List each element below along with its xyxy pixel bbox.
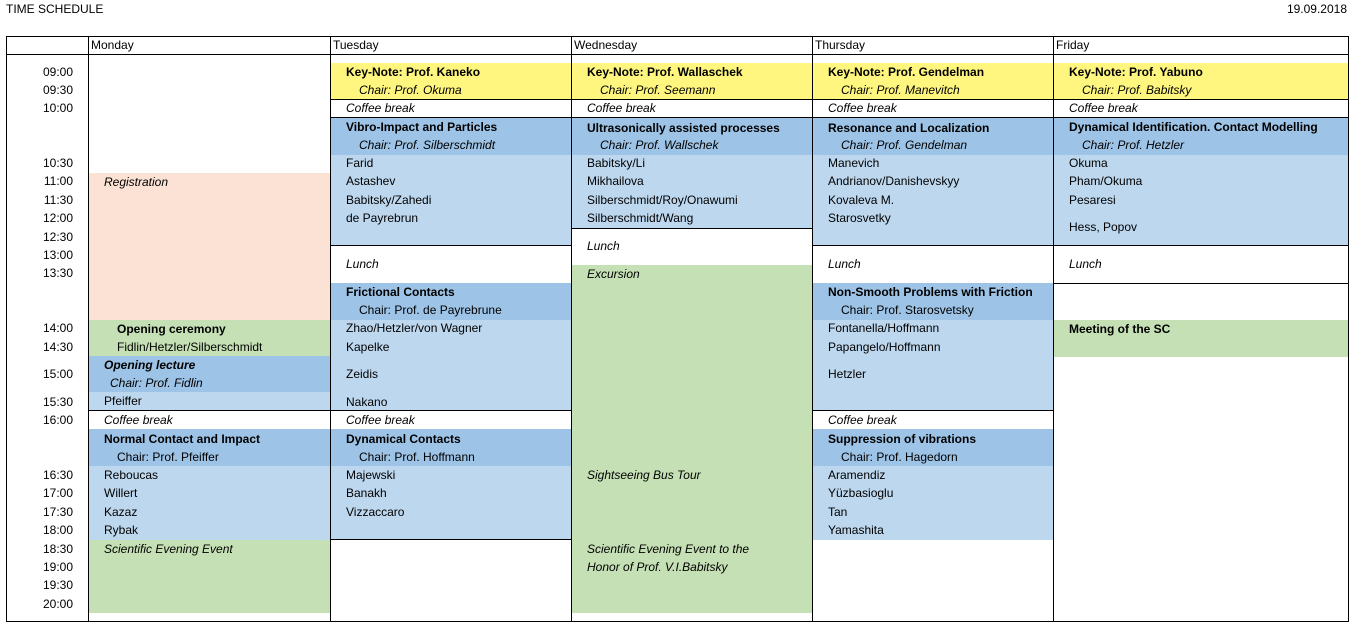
time-label: 17:30 xyxy=(42,505,73,519)
col-divider-5 xyxy=(1053,37,1054,621)
thursday-session2-talk: Fontanella/Hoffmann xyxy=(828,321,940,335)
time-label: 13:00 xyxy=(42,248,73,262)
thursday-session3-talk: Tan xyxy=(828,505,848,519)
day-header-monday: Monday xyxy=(91,38,134,52)
tuesday-session2-chair: Chair: Prof. de Payrebrune xyxy=(359,303,502,317)
thursday-session2-talk: Papangelo/Hoffmann xyxy=(828,340,941,354)
monday-opening-lecture-chair: Chair: Prof. Fidlin xyxy=(110,376,203,390)
wednesday-keynote: Key-Note: Prof. Wallaschek xyxy=(587,65,743,79)
tuesday-lunch: Lunch xyxy=(346,257,379,271)
time-label: 14:00 xyxy=(42,321,73,335)
thursday-lunch: Lunch xyxy=(828,257,861,271)
wednesday-lunch: Lunch xyxy=(587,239,620,253)
thursday-session1-title: Resonance and Localization xyxy=(828,121,990,135)
tuesday-session2-talk: Zeidis xyxy=(346,367,379,381)
monday-opening-lecture: Opening lecture xyxy=(104,358,196,372)
tuesday-session1-talk: Farid xyxy=(346,156,374,170)
time-label: 12:30 xyxy=(42,230,73,244)
tuesday-session1-talk: Astashev xyxy=(346,174,396,188)
wednesday-session1-chair: Chair: Prof. Wallschek xyxy=(600,138,719,152)
time-label: 11:30 xyxy=(43,193,73,207)
day-header-wednesday: Wednesday xyxy=(574,38,638,52)
thursday-coffee-am: Coffee break xyxy=(828,101,897,115)
wednesday-keynote-chair: Chair: Prof. Seemann xyxy=(600,83,716,97)
monday-registration-block xyxy=(89,173,330,320)
thursday-session1-talk: Andrianov/Danishevskyy xyxy=(828,174,960,188)
monday-evening-event: Scientific Evening Event xyxy=(104,542,233,556)
friday-keynote: Key-Note: Prof. Yabuno xyxy=(1069,65,1203,79)
thursday-keynote: Key-Note: Prof. Gendelman xyxy=(828,65,985,79)
wednesday-evening-line2: Honor of Prof. V.I.Babitsky xyxy=(587,560,728,574)
page-title: TIME SCHEDULE xyxy=(6,2,104,16)
day-header-thursday: Thursday xyxy=(815,38,866,52)
friday-session1-talk: Hess, Popov xyxy=(1069,220,1138,234)
tuesday-session2-talk: Nakano xyxy=(346,395,388,409)
wednesday-session1-talk: Silberschmidt/Wang xyxy=(587,211,694,225)
tuesday-session3-talk: Majewski xyxy=(346,468,396,482)
schedule-grid xyxy=(6,36,1349,622)
wednesday-coffee-am: Coffee break xyxy=(587,101,656,115)
tuesday-session2-talk: Zhao/Hetzler/von Wagner xyxy=(346,321,483,335)
tuesday-session3-chair: Chair: Prof. Hoffmann xyxy=(359,450,475,464)
thursday-session1-talk: Manevich xyxy=(828,156,880,170)
tuesday-session3-title: Dynamical Contacts xyxy=(346,432,461,446)
time-label: 18:00 xyxy=(42,523,73,537)
monday-session-title: Normal Contact and Impact xyxy=(104,432,261,446)
col-divider-1 xyxy=(88,37,89,621)
thursday-session3-chair: Chair: Prof. Hagedorn xyxy=(841,450,958,464)
friday-session1-chair: Chair: Prof. Hetzler xyxy=(1082,138,1185,152)
friday-keynote-chair: Chair: Prof. Babitsky xyxy=(1082,83,1192,97)
tuesday-session1-chair: Chair: Prof. Silberschmidt xyxy=(359,138,496,152)
time-label: 19:30 xyxy=(42,578,73,592)
col-divider-4 xyxy=(812,37,813,621)
monday-talk: Willert xyxy=(104,486,138,500)
time-label: 13:30 xyxy=(42,266,73,280)
time-label: 09:00 xyxy=(42,65,73,79)
day-header-tuesday: Tuesday xyxy=(333,38,379,52)
thursday-session3-title: Suppression of vibrations xyxy=(828,432,977,446)
thursday-session2-chair: Chair: Prof. Starosvetsky xyxy=(841,303,974,317)
wednesday-session1-talk: Mikhailova xyxy=(587,174,644,188)
monday-coffee-break: Coffee break xyxy=(104,413,173,427)
time-label: 16:30 xyxy=(42,468,73,482)
time-label: 11:00 xyxy=(43,174,73,188)
time-label: 09:30 xyxy=(42,83,73,97)
day-header-friday: Friday xyxy=(1056,38,1090,52)
thursday-session1-chair: Chair: Prof. Gendelman xyxy=(841,138,968,152)
tuesday-session1-talk: Babitsky/Zahedi xyxy=(346,193,432,207)
time-label: 10:30 xyxy=(42,156,73,170)
friday-session1-talk: Pesaresi xyxy=(1069,193,1116,207)
friday-session1-title: Dynamical Identification. Contact Modelling xyxy=(1069,120,1318,134)
wednesday-session1-talk: Babitsky/Li xyxy=(587,156,646,170)
header-divider xyxy=(7,54,1348,55)
thursday-keynote-chair: Chair: Prof. Manevitch xyxy=(841,83,960,97)
monday-talk: Reboucas xyxy=(104,468,159,482)
col-divider-2 xyxy=(330,37,331,621)
tuesday-session3-talk: Banakh xyxy=(346,486,387,500)
thursday-session1-talk: Starosvetky xyxy=(828,211,891,225)
thursday-session3-talk: Yüzbasioglu xyxy=(828,486,894,500)
time-label: 19:00 xyxy=(42,560,73,574)
time-label: 17:00 xyxy=(42,486,73,500)
thursday-session3-talk: Aramendiz xyxy=(828,468,886,482)
friday-lunch: Lunch xyxy=(1069,257,1102,271)
monday-talk: Kazaz xyxy=(104,505,138,519)
tuesday-keynote: Key-Note: Prof. Kaneko xyxy=(346,65,481,79)
wednesday-session1-title: Ultrasonically assisted processes xyxy=(587,121,780,135)
friday-meeting: Meeting of the SC xyxy=(1069,322,1171,336)
time-label: 12:00 xyxy=(42,211,73,225)
monday-opening-ceremony: Opening ceremony xyxy=(117,322,226,336)
tuesday-session2-title: Frictional Contacts xyxy=(346,285,455,299)
friday-session1-talk: Okuma xyxy=(1069,156,1108,170)
schedule-date: 19.09.2018 xyxy=(1286,2,1347,16)
tuesday-keynote-chair: Chair: Prof. Okuma xyxy=(359,83,462,97)
thursday-session2-talk: Hetzler xyxy=(828,367,867,381)
friday-coffee-am: Coffee break xyxy=(1069,101,1138,115)
time-label: 18:30 xyxy=(42,542,73,556)
wednesday-evening-line1: Scientific Evening Event to the xyxy=(587,542,750,556)
thursday-session1-talk: Kovaleva M. xyxy=(828,193,895,207)
tuesday-coffee-pm: Coffee break xyxy=(346,413,415,427)
time-label: 14:30 xyxy=(42,340,73,354)
monday-session-chair: Chair: Prof. Pfeiffer xyxy=(117,450,219,464)
monday-pfeiffer: Pfeiffer xyxy=(104,394,142,408)
col-divider-3 xyxy=(571,37,572,621)
wednesday-excursion: Excursion xyxy=(587,267,640,281)
wednesday-session1-talk: Silberschmidt/Roy/Onawumi xyxy=(587,193,738,207)
tuesday-session3-talk: Vizzaccaro xyxy=(346,505,405,519)
thursday-session3-talk: Yamashita xyxy=(828,523,884,537)
monday-registration: Registration xyxy=(104,175,169,189)
tuesday-session1-talk: de Payrebrun xyxy=(346,211,419,225)
time-label: 10:00 xyxy=(42,101,73,115)
monday-talk: Rybak xyxy=(104,523,139,537)
friday-session1-talk: Pham/Okuma xyxy=(1069,174,1143,188)
tuesday-coffee-am: Coffee break xyxy=(346,101,415,115)
time-label: 16:00 xyxy=(42,413,73,427)
monday-opening-ceremony-talk: Fidlin/Hetzler/Silberschmidt xyxy=(117,340,263,354)
tuesday-session2-talk: Kapelke xyxy=(346,340,390,354)
time-label: 20:00 xyxy=(42,597,73,611)
time-label: 15:00 xyxy=(42,367,73,381)
wednesday-bus-tour: Sightseeing Bus Tour xyxy=(587,468,701,482)
thursday-session2-title: Non-Smooth Problems with Friction xyxy=(828,285,1033,299)
tuesday-session1-title: Vibro-Impact and Particles xyxy=(346,120,498,134)
time-label: 15:30 xyxy=(42,395,73,409)
thursday-coffee-pm: Coffee break xyxy=(828,413,897,427)
